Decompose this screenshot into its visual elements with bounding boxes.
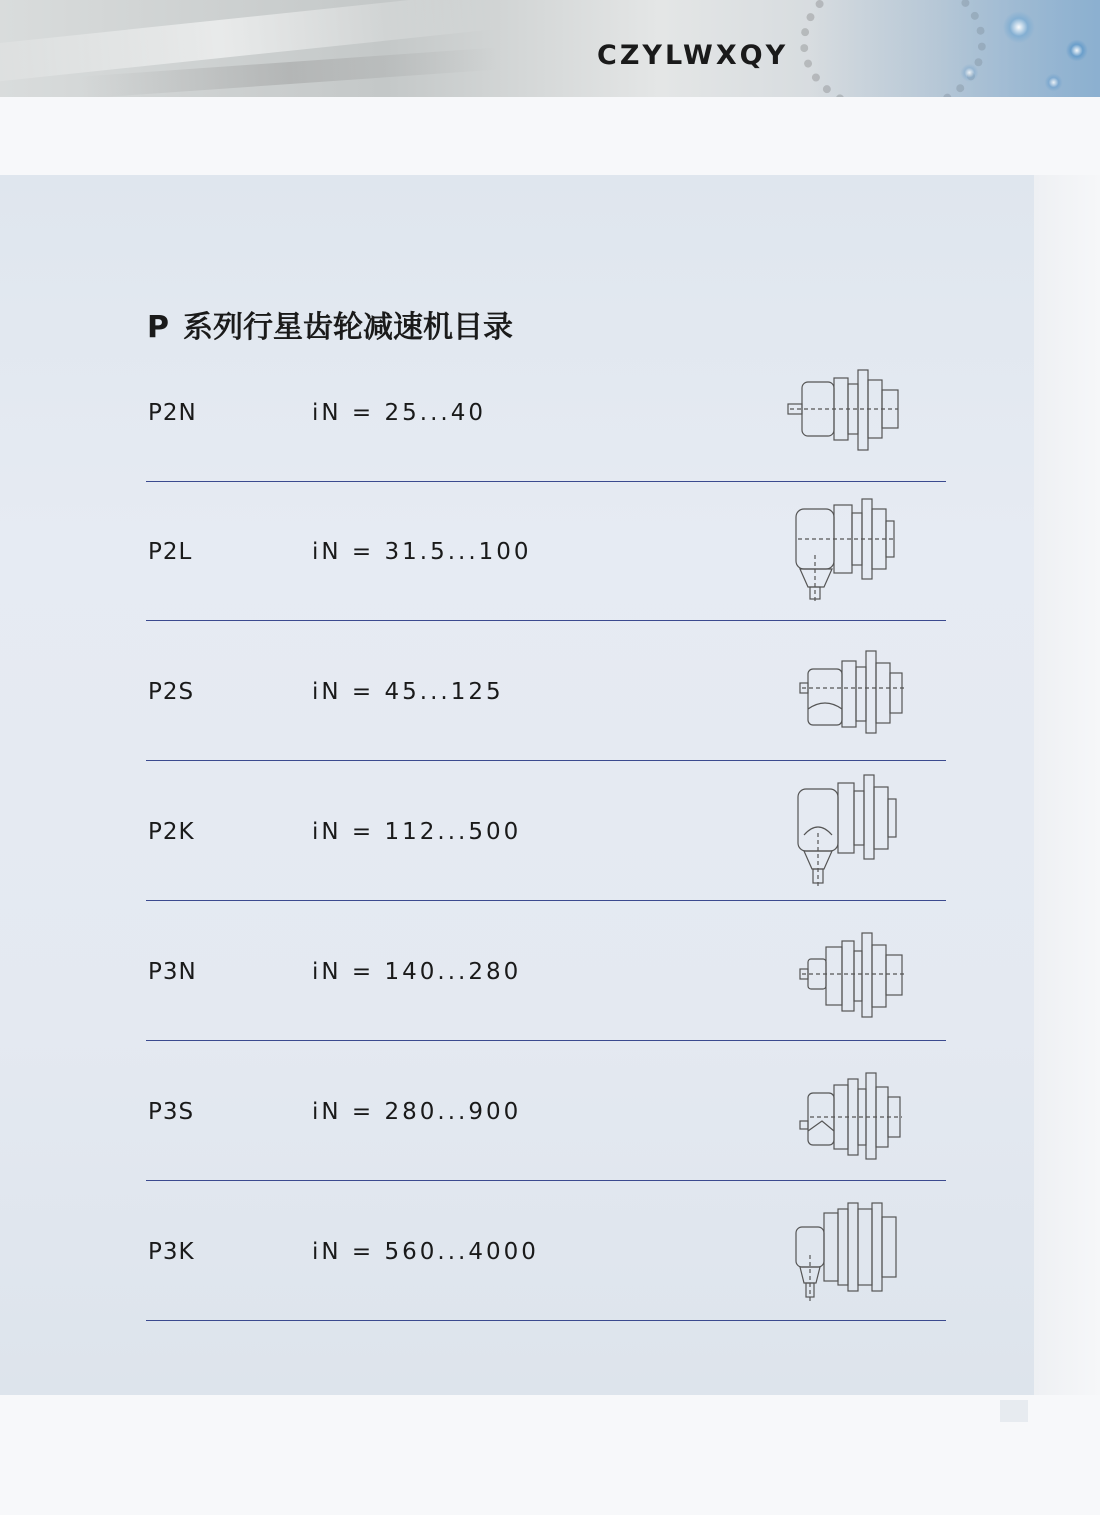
- catalog-row-p2k: [146, 761, 946, 901]
- page-edge-strip: [1034, 175, 1100, 1395]
- ratio-text: iN = 31.5...100: [312, 539, 532, 565]
- right-angle-gearbox-drawing: [786, 495, 916, 615]
- coaxial-gearbox-drawing: [786, 362, 916, 482]
- model-code: P3N: [148, 959, 197, 985]
- title-text: 系列行星齿轮减速机目录: [183, 310, 513, 345]
- title-prefix: P: [147, 310, 169, 345]
- ratio-text: iN = 280...900: [312, 1099, 522, 1125]
- header-banner: [0, 0, 1100, 97]
- right-angle-gearbox-drawing: [786, 1199, 916, 1319]
- catalog-row-p3s: [146, 1041, 946, 1181]
- right-angle-gearbox-drawing: [786, 773, 916, 893]
- model-code: P3K: [148, 1239, 195, 1265]
- coaxial-gearbox-drawing: [786, 931, 916, 1051]
- water-droplets-decoration: [810, 0, 1100, 97]
- row-divider: [146, 1320, 946, 1321]
- model-code: P2L: [148, 539, 193, 565]
- model-code: P2S: [148, 679, 195, 705]
- ratio-text: iN = 112...500: [312, 819, 522, 845]
- catalog-row-p2l: [146, 481, 946, 621]
- brand-name: CZYLWXQY: [597, 40, 789, 71]
- bevel-input-gearbox-drawing: [786, 647, 916, 767]
- bevel-input-gearbox-drawing: [786, 1071, 916, 1191]
- model-code: P2K: [148, 819, 195, 845]
- catalog-row-p2n: [146, 342, 946, 482]
- page-corner-tab: [1000, 1400, 1028, 1422]
- catalog-row-p3n: [146, 901, 946, 1041]
- ratio-text: iN = 45...125: [312, 679, 504, 705]
- model-code: P2N: [148, 400, 197, 426]
- catalog-row-p3k: [146, 1181, 946, 1321]
- page-title: [147, 302, 513, 346]
- ratio-text: iN = 140...280: [312, 959, 522, 985]
- catalog-row-p2s: [146, 621, 946, 761]
- model-code: P3S: [148, 1099, 195, 1125]
- ratio-text: iN = 25...40: [312, 400, 486, 426]
- ratio-text: iN = 560...4000: [312, 1239, 539, 1265]
